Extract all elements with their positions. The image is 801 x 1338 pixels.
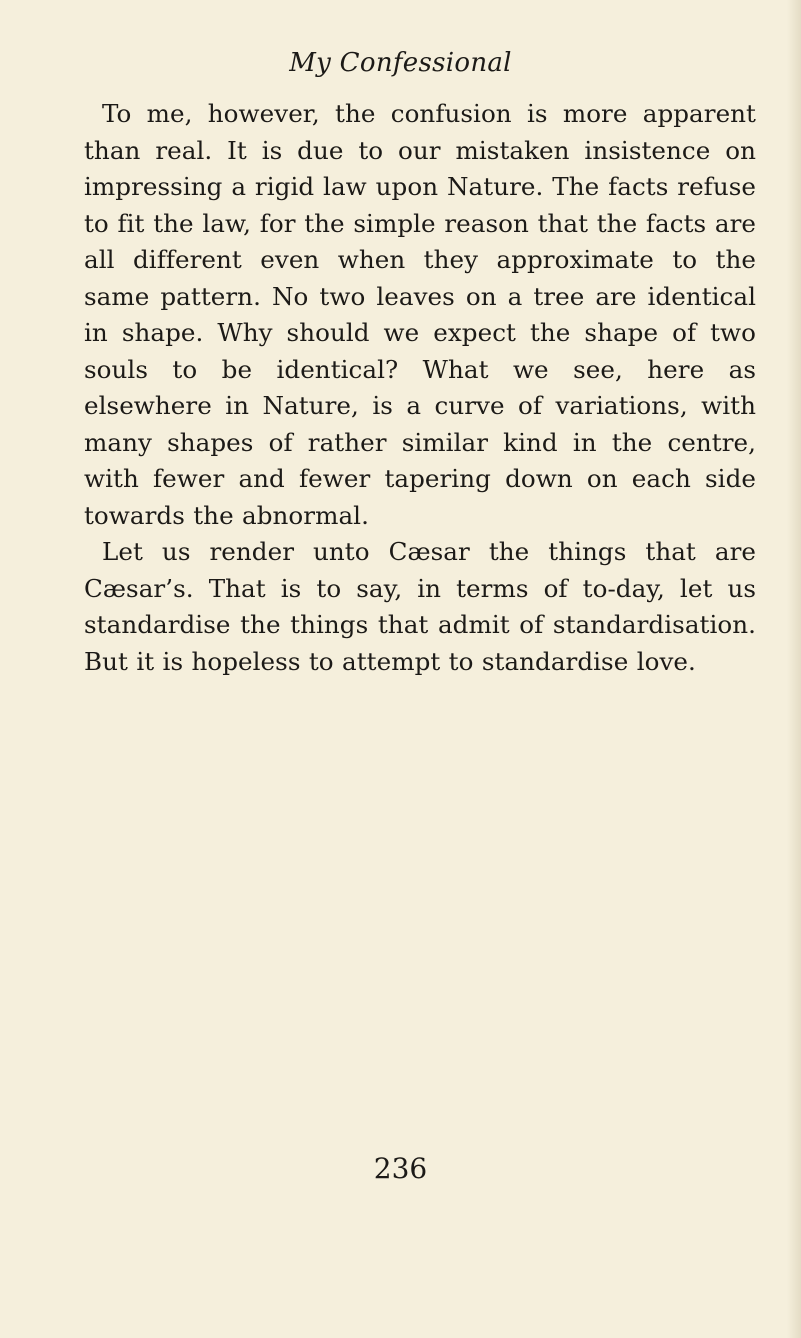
paragraph-1: To me, however, the confusion is more apparent than real. It is due to our mistaken insistence on impressing a rigid law upon Nature. The facts refuse to fit the law, for the simple reason that the facts are all different even when they approximate to the same pattern. No two leaves on a tree are identical in shape. Why should we expect the shape of two souls to be identical? What we see, here as elsewhere in Nature, is a curve of variations, with many shapes of rather similar kind in the centre, with fewer and fewer tapering down on each side towards the abnormal. [84, 99, 756, 530]
running-head: My Confessional [289, 48, 512, 78]
body-text [84, 96, 756, 680]
paragraph-2: Let us render unto Cæsar the things that are Cæsar’s. That is to say, in terms of to-day, let us standardise the things that admit of standardisation. But it is hopeless to attempt to standardise love. [84, 537, 756, 676]
page-edge-shadow [787, 0, 801, 1338]
page-number: 236 [373, 1152, 428, 1185]
